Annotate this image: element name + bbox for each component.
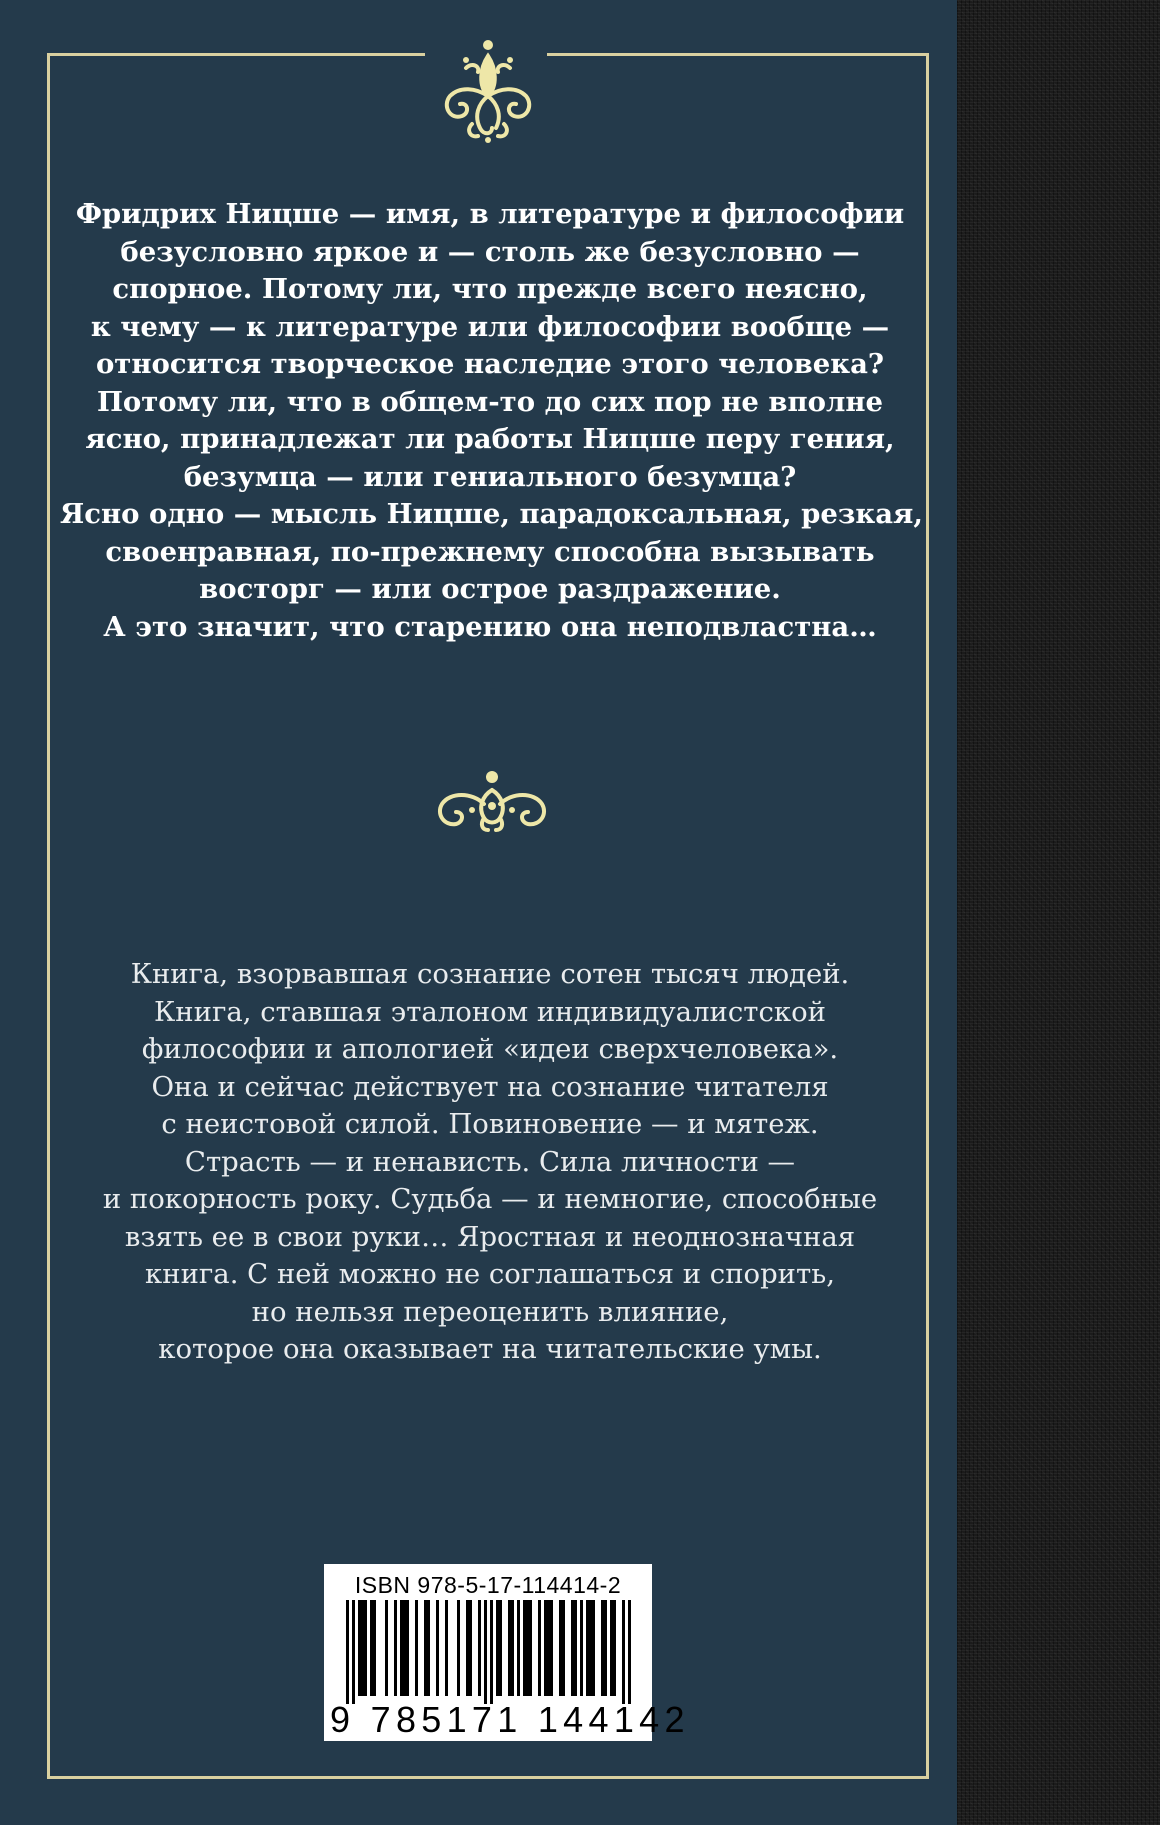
blurb-bold-line: своенравная, по-прежнему способна вызывать [105, 535, 875, 568]
blurb-bold-line: А это значит, что старению она неподвластна… [103, 610, 877, 643]
barcode-bar [529, 1600, 532, 1696]
blurb-bold-line: Потому ли, что в общем-то до сих пор не вполне [96, 385, 884, 418]
barcode-digits: 9 785171 144142 [330, 1699, 690, 1740]
blurb-bold-line: Фридрих Ницше — имя, в литературе и философии [75, 198, 905, 230]
barcode-bar [358, 1600, 361, 1696]
blurb-bold-line: к чему — к литературе или философии вообще — [90, 310, 890, 343]
blurb-regular-line: Книга, ставшая эталоном индивидуалистской [154, 995, 826, 1028]
barcode-bar [589, 1600, 592, 1696]
barcode-bar [511, 1600, 514, 1696]
barcode-bar [469, 1600, 472, 1696]
blurb-bold-line: относится творческое наследие этого человека? [95, 348, 885, 380]
barcode-bar [436, 1600, 439, 1696]
blurb-bold-line: ясно, принадлежат ли работы Ницше перу гения, [85, 423, 895, 455]
blurb-regular-line: книга. С ней можно не соглашаться и спорить, [145, 1258, 835, 1290]
blurb-regular-line: и покорность року. Судьба — и немногие, способные [102, 1183, 878, 1215]
barcode-bar [523, 1600, 526, 1696]
frame-top-right [547, 53, 929, 56]
blurb-regular-line: Она и сейчас действует на сознание читателя [151, 1070, 829, 1103]
frame-right [926, 53, 929, 1779]
barcode-bar [496, 1600, 499, 1696]
barcode-bar [517, 1600, 520, 1696]
barcode-bar [571, 1600, 574, 1696]
fleur-de-lis-ornament [436, 38, 540, 144]
frame-left [47, 53, 50, 1779]
blurb-regular-line: но нельзя переоценить влияние, [251, 1295, 729, 1328]
barcode-bar [466, 1600, 469, 1696]
blurb-regular-line: Страсть — и ненависть. Сила личности — [184, 1145, 796, 1178]
barcode-bar [622, 1600, 625, 1704]
blurb-regular-line: философии и апологией «идеи сверхчеловека». [141, 1033, 839, 1065]
barcode-bar [508, 1600, 511, 1696]
barcode-bar [592, 1600, 595, 1696]
blurb-regular-line: с неистовой силой. Повиновение — и мятеж. [161, 1108, 819, 1140]
blurb-regular-line: Книга, взорвавшая сознание сотен тысяч людей. [130, 958, 850, 990]
barcode-bar [427, 1600, 430, 1696]
barcode-bar [544, 1600, 547, 1696]
barcode-bar [601, 1600, 604, 1696]
barcode-bar [613, 1600, 616, 1696]
scroll-ornament [432, 768, 552, 834]
blurb-bold-line: восторг — или острое раздражение. [199, 573, 781, 605]
barcode-bar [547, 1600, 550, 1696]
barcode-bar [526, 1600, 529, 1696]
barcode-bar [370, 1600, 373, 1696]
barcode-bar [361, 1600, 364, 1696]
barcode-bar [394, 1600, 397, 1696]
barcode-bar [574, 1600, 577, 1696]
barcode-bar [559, 1600, 562, 1696]
blurb-bold-line: спорное. Потому ли, что прежде всего неясно, [112, 273, 868, 305]
barcode-bar [457, 1600, 460, 1696]
barcode-bar [352, 1600, 355, 1704]
barcode-bar [415, 1600, 418, 1696]
barcode-bar [580, 1600, 583, 1696]
barcode-bar [628, 1600, 631, 1704]
barcode-bar [550, 1600, 553, 1696]
blurb-regular-text [60, 956, 920, 1369]
barcode-bar [406, 1600, 409, 1696]
barcode-bar [610, 1600, 613, 1696]
blurb-bold-line: безусловно яркое и — столь же безусловно — [120, 235, 860, 268]
barcode-bar [385, 1600, 388, 1696]
isbn-barcode [324, 1564, 690, 1741]
barcode-bars [324, 1600, 652, 1705]
barcode-bar [400, 1600, 403, 1696]
isbn-label: ISBN 978-5-17-114414-2 [354, 1572, 622, 1598]
blurb-regular-line: взять ее в свои руки… Яростная и неоднозначная [124, 1220, 856, 1253]
barcode-bar [499, 1600, 502, 1696]
barcode-bar [364, 1600, 367, 1696]
barcode-bar [562, 1600, 565, 1696]
blurb-bold-line: Ясно одно — мысль Ницше, парадоксальная, резкая, [60, 498, 923, 530]
blurb-regular-line: которое она оказывает на читательские умы. [158, 1333, 822, 1365]
frame-bottom [47, 1776, 929, 1779]
barcode-bar [484, 1600, 487, 1704]
barcode-bar [424, 1600, 427, 1696]
barcode-bar [490, 1600, 493, 1704]
barcode-bar [538, 1600, 541, 1696]
frame-top-left [47, 53, 425, 56]
barcode-bar [478, 1600, 481, 1696]
blurb-bold-text [60, 196, 923, 646]
barcode-bar [604, 1600, 607, 1696]
book-spine-texture [957, 0, 1160, 1825]
barcode-bar [586, 1600, 589, 1696]
blurb-bold-line: безумца — или гениального безумца? [183, 460, 797, 493]
barcode-bar [373, 1600, 376, 1696]
barcode-bar [346, 1600, 349, 1704]
barcode-bar [403, 1600, 406, 1696]
barcode-bar [445, 1600, 448, 1696]
